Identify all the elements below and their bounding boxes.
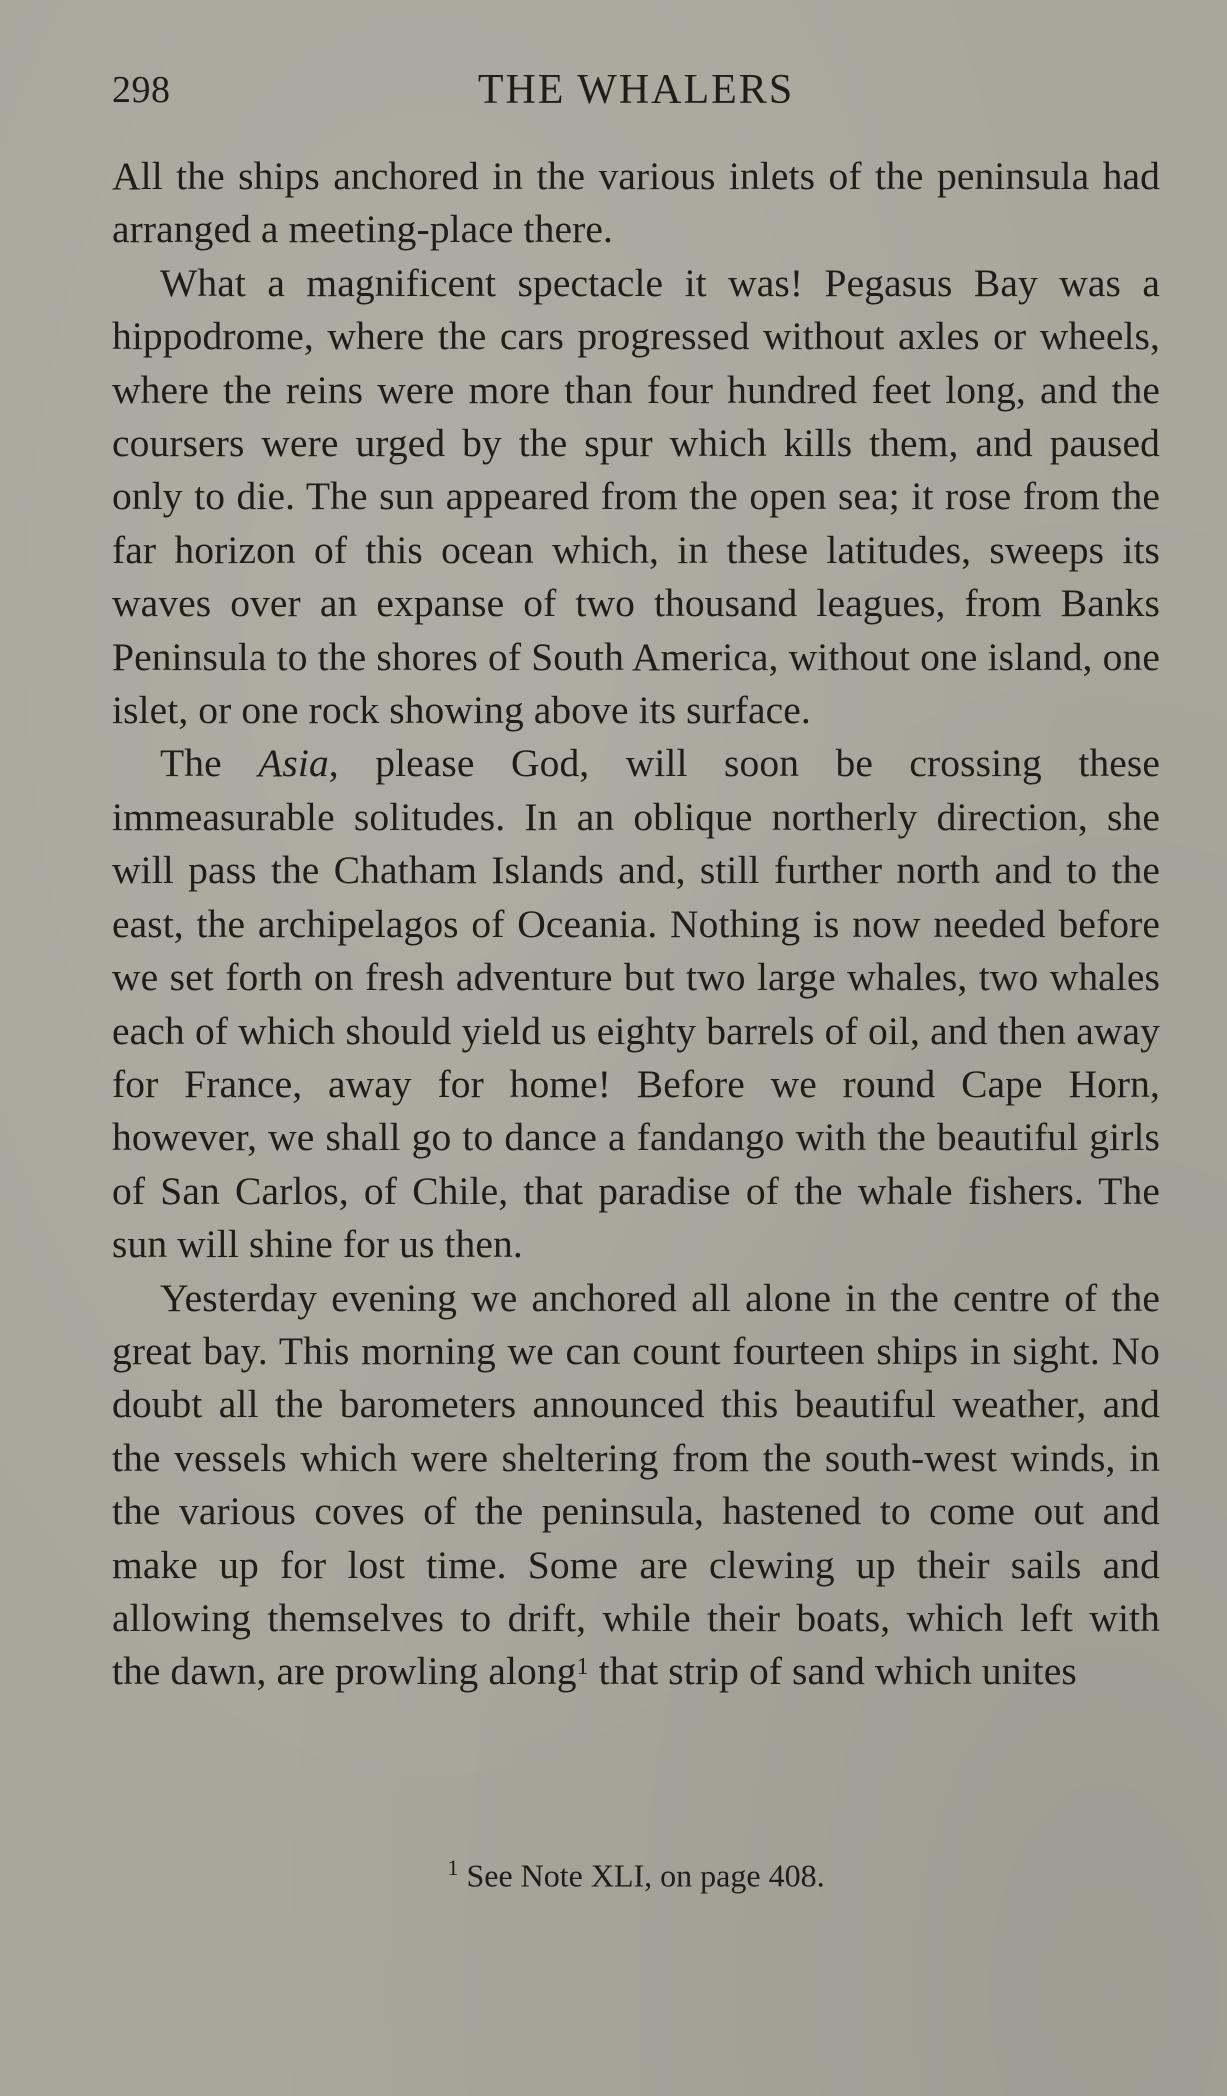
footnote <box>112 1855 1160 1895</box>
page-number: 298 <box>112 69 171 111</box>
footnote-marker: 1 <box>447 1855 459 1880</box>
page-header <box>112 60 1160 120</box>
paragraph-3-rest: , please God, will soon be crossing these immeasurable solitudes. In an oblique northerly direction, she will pass the Chatham Islands and, still further north and to the east, the archipelagos of Oceania. Nothing is now needed before we set forth on fresh adventure but two large whales, two whales each of which should yield us eighty barrels of oil, and then away for France, away for home! Before we round Cape Horn, however, we shall go to dance a fandango with the beautiful girls of San Carlos, of Chile, that paradise of the whale fishers. The sun will shine for us then. <box>112 741 1160 1267</box>
paragraph-4-tail: that strip of sand which unites <box>588 1649 1077 1694</box>
footnote-text: See Note XLI, on page 408. <box>466 1857 825 1894</box>
ship-name: Asia <box>258 741 329 786</box>
paragraph-3 <box>112 737 1160 1271</box>
running-head: THE WHALERS <box>477 67 795 113</box>
paragraph-1: All the ships anchored in the various inlets of the peninsula had arranged a meeting-place there. <box>112 154 1160 252</box>
footnote-reference: 1 <box>576 1654 589 1681</box>
paragraph-4-text: Yesterday evening we anchored all alone in the centre of the great bay. This morning we can count fourteen ships in sight. No doubt all the barometers announced this beautiful weather, and the vessels which were sheltering from the south-west winds, in the various coves of the peninsula, hastened to come out and make up for lost time. Some are clewing up their sails and allowing themselves to drift, while their boats, which left with the dawn, are prowling along <box>112 1275 1160 1694</box>
paragraph-2: What a magnificent spectacle it was! Pegasus Bay was a hippodrome, where the cars progressed without axles or wheels, where the reins were more than four hundred feet long, and the coursers were urged by the spur which kills them, and paused only to die. The sun appeared from the open sea; it rose from the far horizon of this ocean which, in these latitudes, sweeps its waves over an expanse of two thousand leagues, from Banks Peninsula to the shores of South America, without one island, one islet, or one rock showing above its surface. <box>112 260 1160 733</box>
paragraph-3-lead: The <box>160 741 222 786</box>
body-text <box>112 150 1160 1699</box>
paragraph-4 <box>112 1272 1160 1699</box>
